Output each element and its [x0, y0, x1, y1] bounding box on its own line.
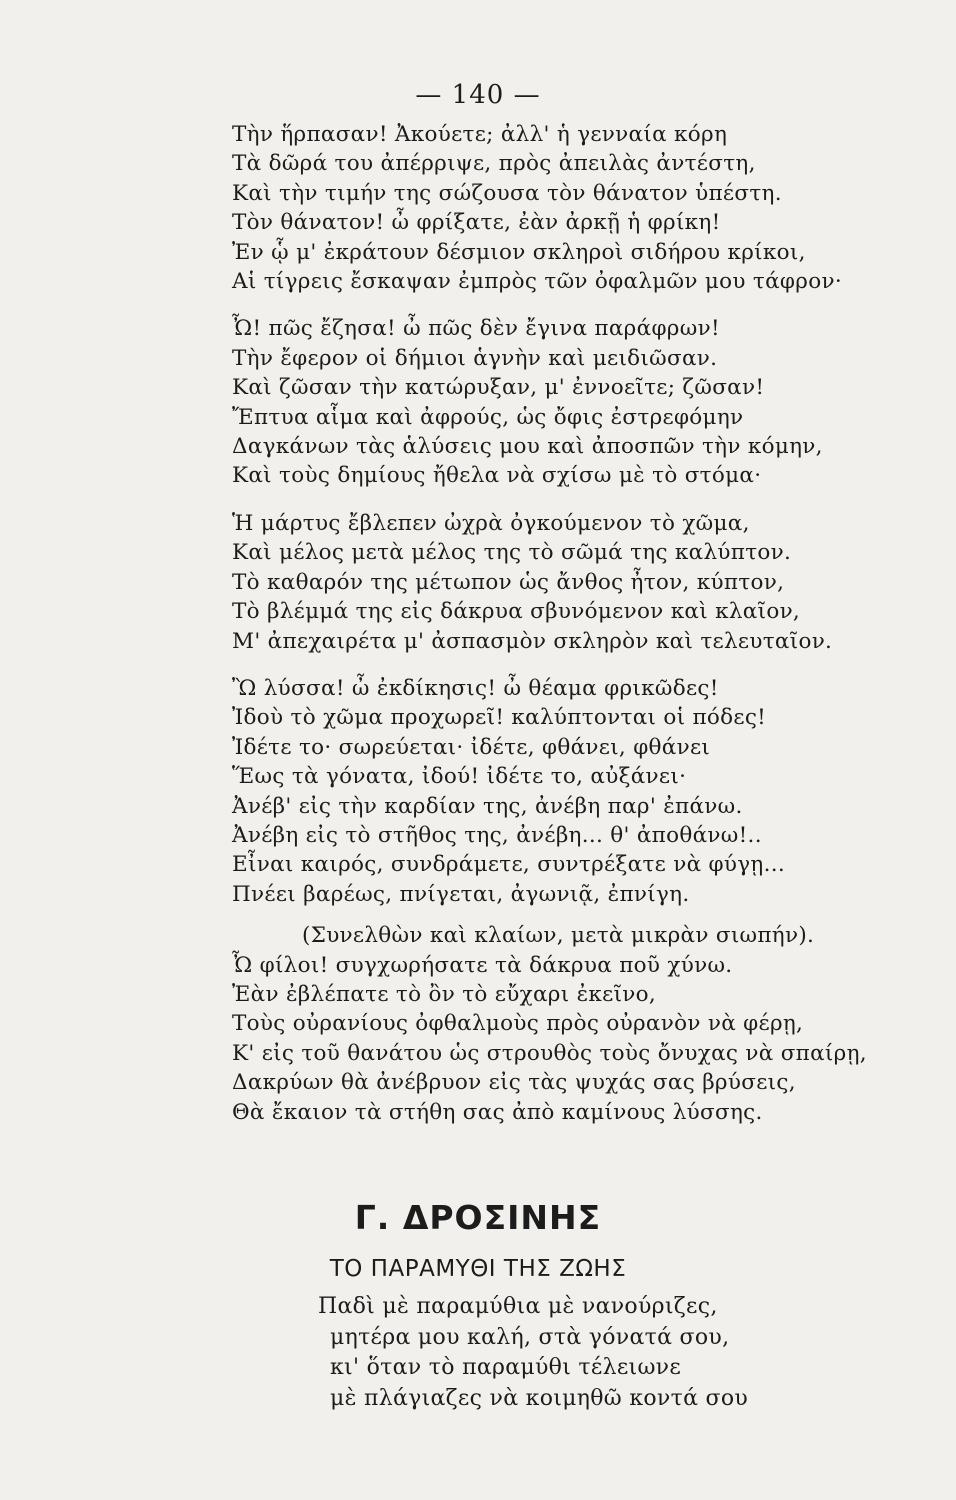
- stanza-gap: [232, 491, 872, 509]
- verse-line: Παδὶ μὲ παραμύθια μὲ νανούριζες,: [318, 1294, 718, 1319]
- page-number: — 140 —: [415, 80, 541, 110]
- verse-line: Καὶ μέλος μετὰ μέλος της τὸ σῶμά της καλύπτον.: [232, 540, 792, 566]
- verse-line: Ἰδοὺ τὸ χῶμα προχωρεῖ! καλύπτονται οἱ πόδες!: [232, 705, 767, 731]
- verse-line: Μ' ἀπεχαιρέτα μ' ἀσπασμὸν σκληρὸν καὶ τελευταῖον.: [232, 628, 833, 654]
- verse-line: Τὴν ἔφερον οἱ δήμιοι ἁγνὴν καὶ μειδιῶσαν.: [232, 345, 718, 371]
- verse-line: Δακρύων θὰ ἀνέβρυον εἰς τὰς ψυχάς σας βρύσεις,: [232, 1070, 796, 1096]
- verse-line: Ὦ φίλοι! συγχωρήσατε τὰ δάκρυα ποῦ χύνω.: [232, 952, 733, 978]
- verse-line: Αἱ τίγρεις ἔσκαψαν ἐμπρὸς τῶν ὀφαλμῶν μου τάφρον·: [232, 269, 842, 295]
- verse-line: μητέρα μου καλή, στὰ γόνατά σου,: [330, 1324, 730, 1350]
- verse-line: Θὰ ἔκαιον τὰ στήθη σας ἀπὸ καμίνους λύσσης.: [232, 1099, 763, 1125]
- verse-line: Ἀνέβη εἰς τὸ στῆθος της, ἀνέβη... θ' ἀποθάνω!..: [232, 822, 762, 848]
- verse-line: Εἶναι καιρός, συνδράμετε, συντρέξατε νὰ φύγῃ...: [232, 852, 785, 878]
- work-title: ΤΟ ΠΑΡΑΜΥΘΙ ΤΗΣ ΖΩΗΣ: [329, 1256, 627, 1282]
- verse-line: Τὸ βλέμμά της εἰς δάκρυα σβυνόμενον καὶ κλαῖον,: [232, 599, 801, 625]
- verse-line: Καὶ τὴν τιμήν της σώζουσα τὸν θάνατον ὑπέστη.: [232, 180, 782, 206]
- stanza-1: [232, 120, 872, 296]
- verse-line: Ἔπτυα αἷμα καὶ ἀφρούς, ὡς ὄφις ἐστρεφόμην: [232, 404, 744, 430]
- author-heading: Γ. ΔΡΟΣΙΝΗΣ: [354, 1198, 602, 1237]
- verse-line: Πνέει βαρέως, πνίγεται, ἀγωνιᾷ, ἐπνίγη.: [232, 881, 690, 907]
- verse-line: κι' ὅταν τὸ παραμύθι τέλειωνε: [330, 1355, 682, 1380]
- verse-line: Ὢ λύσσα! ὦ ἐκδίκησις! ὦ θέαμα φρικῶδες!: [232, 675, 719, 701]
- stanza-gap: [232, 296, 872, 314]
- stanza-2: [232, 314, 872, 490]
- verse-line: Ἡ μάρτυς ἔβλεπεν ὠχρὰ ὀγκούμενον τὸ χῶμα,: [232, 510, 750, 536]
- verse-line: Τὸν θάνατον! ὦ φρίξατε, ἐὰν ἀρκῇ ἡ φρίκη!: [232, 210, 721, 236]
- verse-line: Καὶ τοὺς δημίους ἤθελα νὰ σχίσω μὲ τὸ στόμα·: [232, 463, 762, 489]
- stanza-gap: [232, 656, 872, 674]
- verse-line: Ἐν ᾧ μ' ἐκράτουν δέσμιον σκληροὶ σιδήρου κρίκοι,: [232, 239, 806, 265]
- verse-line: Ἀνέβ' εἰς τὴν καρδίαν της, ἀνέβη παρ' ἐπάνω.: [232, 793, 743, 819]
- stanza-3: [232, 509, 872, 656]
- stanza-gap: [232, 909, 872, 921]
- verse-line: Καὶ ζῶσαν τὴν κατώρυξαν, μ' ἐννοεῖτε; ζῶσαν!: [232, 375, 765, 401]
- stage-direction: (Συνελθὼν καὶ κλαίων, μετὰ μικρὰν σιωπήν).: [302, 923, 815, 949]
- verse-line: Τοὺς οὐρανίους ὀφθαλμοὺς πρὸς οὐρανὸν νὰ φέρῃ,: [232, 1011, 804, 1037]
- verse-line: μὲ πλάγιαζες νὰ κοιμηθῶ κοντά σου: [330, 1385, 749, 1411]
- verse-line: Δαγκάνων τὰς ἁλύσεις μου καὶ ἀποσπῶν τὴν κόμην,: [232, 434, 823, 460]
- verse-line: Ἰδέτε το· σωρεύεται· ἰδέτε, φθάνει, φθάνει: [232, 734, 711, 760]
- verse-line: Τὸ καθαρόν της μέτωπον ὡς ἄνθος ἦτον, κύπτον,: [232, 569, 785, 595]
- verse-line: Ἕως τὰ γόνατα, ἰδού! ἰδέτε το, αὐξάνει·: [232, 764, 687, 790]
- stanza-4: [232, 674, 872, 909]
- verse-line: Τὰ δῶρά του ἀπέρριψε, πρὸς ἀπειλὰς ἀντέστη,: [232, 151, 756, 177]
- verse-line: Ἐὰν ἐβλέπατε τὸ ὂν τὸ εὔχαρι ἐκεῖνο,: [232, 981, 657, 1007]
- verse-line: Κ' εἰς τοῦ θανάτου ὡς στρουθὸς τοὺς ὄνυχας νὰ σπαίρῃ,: [232, 1040, 867, 1066]
- final-stanza: [232, 951, 872, 1127]
- verse-line: Ὦ! πῶς ἔζησα! ὦ πῶς δὲν ἔγινα παράφρων!: [232, 316, 720, 342]
- verse-line: Τὴν ἥρπασαν! Ἀκούετε; ἀλλ' ἡ γενναία κόρη: [232, 122, 728, 147]
- second-poem: [318, 1292, 878, 1414]
- poem-body: [232, 120, 872, 1127]
